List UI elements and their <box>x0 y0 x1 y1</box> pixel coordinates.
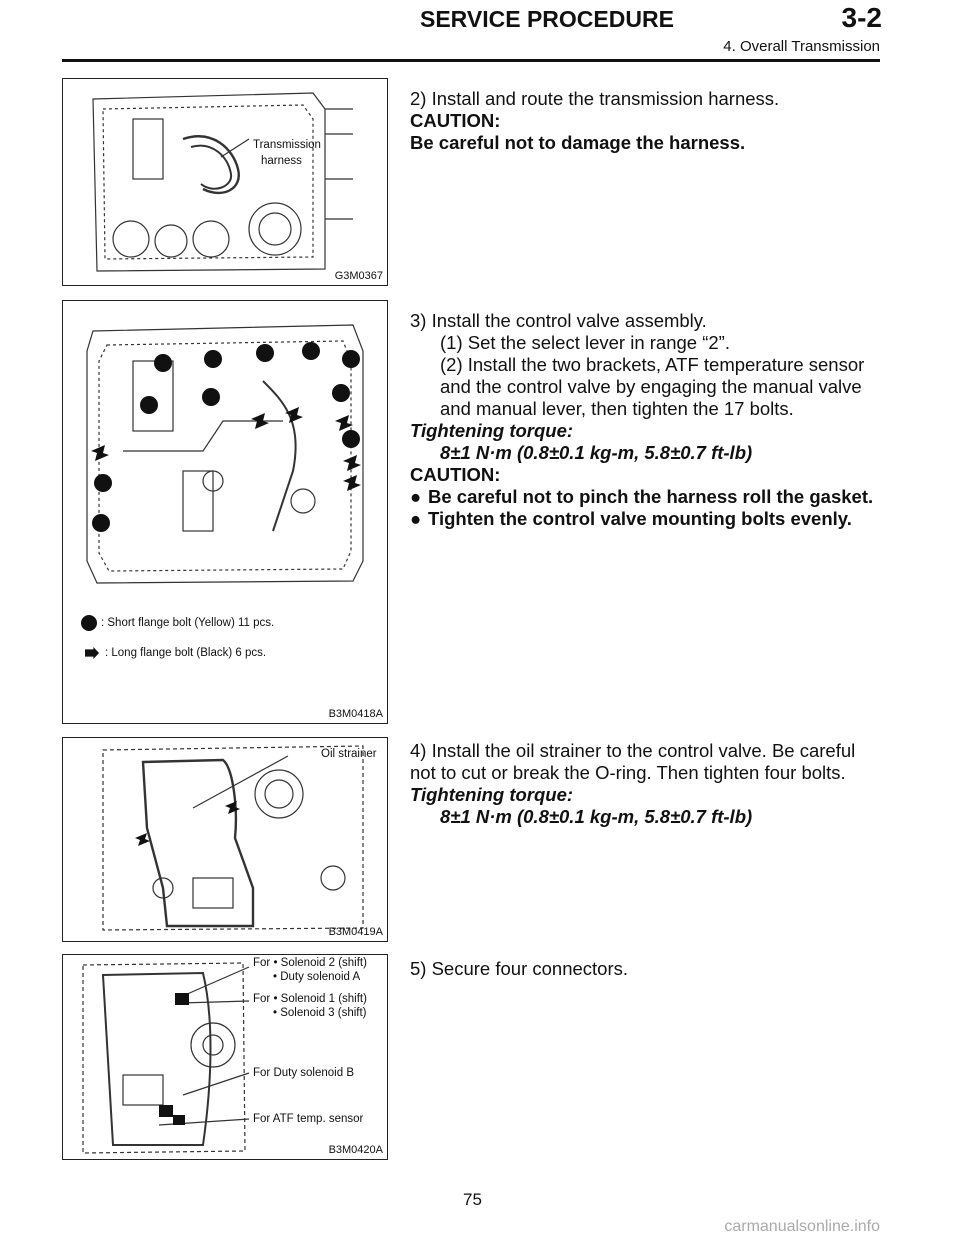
label-atf-temp-sensor: For ATF temp. sensor <box>253 1113 364 1125</box>
bullet-icon: ● <box>410 508 422 529</box>
step-4 <box>410 740 880 828</box>
step-text: 5) Secure four connectors. <box>410 958 628 979</box>
label-solenoid-2: For • Solenoid 2 (shift) <box>253 957 367 969</box>
oil-strainer-diagram <box>63 738 387 941</box>
section-title: SERVICE PROCEDURE <box>420 6 674 32</box>
figure-code: B3M0420A <box>328 1144 383 1156</box>
harness-diagram <box>63 79 387 285</box>
caution-text: Be careful not to damage the harness. <box>410 132 746 153</box>
caution-heading: CAUTION: <box>410 464 501 485</box>
figure-code: B3M0419A <box>328 926 383 938</box>
bullet-icon: ● <box>410 486 422 507</box>
transmission-label: Transmission <box>253 139 321 151</box>
step-text: 3) Install the control valve assembly. <box>410 310 707 331</box>
watermark: carmanualsonline.info <box>724 1218 880 1235</box>
step-2 <box>410 88 880 154</box>
oil-strainer-label: Oil strainer <box>321 748 377 760</box>
figure-control-valve <box>62 300 388 724</box>
label-duty-solenoid-b: For Duty solenoid B <box>253 1067 354 1079</box>
figure-oil-strainer <box>62 737 388 942</box>
label-duty-solenoid-a: • Duty solenoid A <box>273 971 361 983</box>
label-solenoid-1: For • Solenoid 1 (shift) <box>253 993 367 1005</box>
step-text: 4) Install the oil strainer to the control valve. Be careful not to cut or break the O-ring. Then tighten four bolts. <box>410 740 856 783</box>
long-flange-bolt-icon <box>85 647 99 659</box>
substep-2: (2) Install the two brackets, ATF temperature sensor and the control valve by engaging the manual valve and manual lever, then tighten the 17 bolts. <box>440 354 865 419</box>
page-number: 75 <box>463 1190 482 1209</box>
caution-item: ● Be careful not to pinch the harness roll the gasket. <box>410 486 874 507</box>
caution-item: ● Tighten the control valve mounting bolts evenly. <box>410 508 852 529</box>
connectors-diagram <box>63 955 387 1159</box>
legend-short-bolt: : Short flange bolt (Yellow) 11 pcs. <box>81 615 274 631</box>
harness-label: harness <box>261 155 302 167</box>
torque-value: 8±1 N·m (0.8±0.1 kg-m, 5.8±0.7 ft-lb) <box>440 442 753 463</box>
step-3 <box>410 310 880 530</box>
short-flange-bolt-icon <box>81 615 97 631</box>
figure-code: G3M0367 <box>334 270 383 282</box>
figure-code: B3M0418A <box>328 708 383 720</box>
legend-long-bolt: : Long flange bolt (Black) 6 pcs. <box>85 647 266 660</box>
figure-connectors <box>62 954 388 1160</box>
torque-heading: Tightening torque: <box>410 420 574 441</box>
header-rule <box>62 59 880 62</box>
torque-heading: Tightening torque: <box>410 784 574 805</box>
caution-heading: CAUTION: <box>410 110 501 131</box>
label-solenoid-3: • Solenoid 3 (shift) <box>273 1007 367 1019</box>
figure-transmission-harness <box>62 78 388 286</box>
section-code: 3-2 <box>841 2 882 33</box>
step-5 <box>410 958 880 980</box>
torque-value: 8±1 N·m (0.8±0.1 kg-m, 5.8±0.7 ft-lb) <box>440 806 753 827</box>
section-subtitle: 4. Overall Transmission <box>723 38 880 55</box>
substep-1: (1) Set the select lever in range “2”. <box>440 332 730 353</box>
step-text: 2) Install and route the transmission harness. <box>410 88 780 109</box>
